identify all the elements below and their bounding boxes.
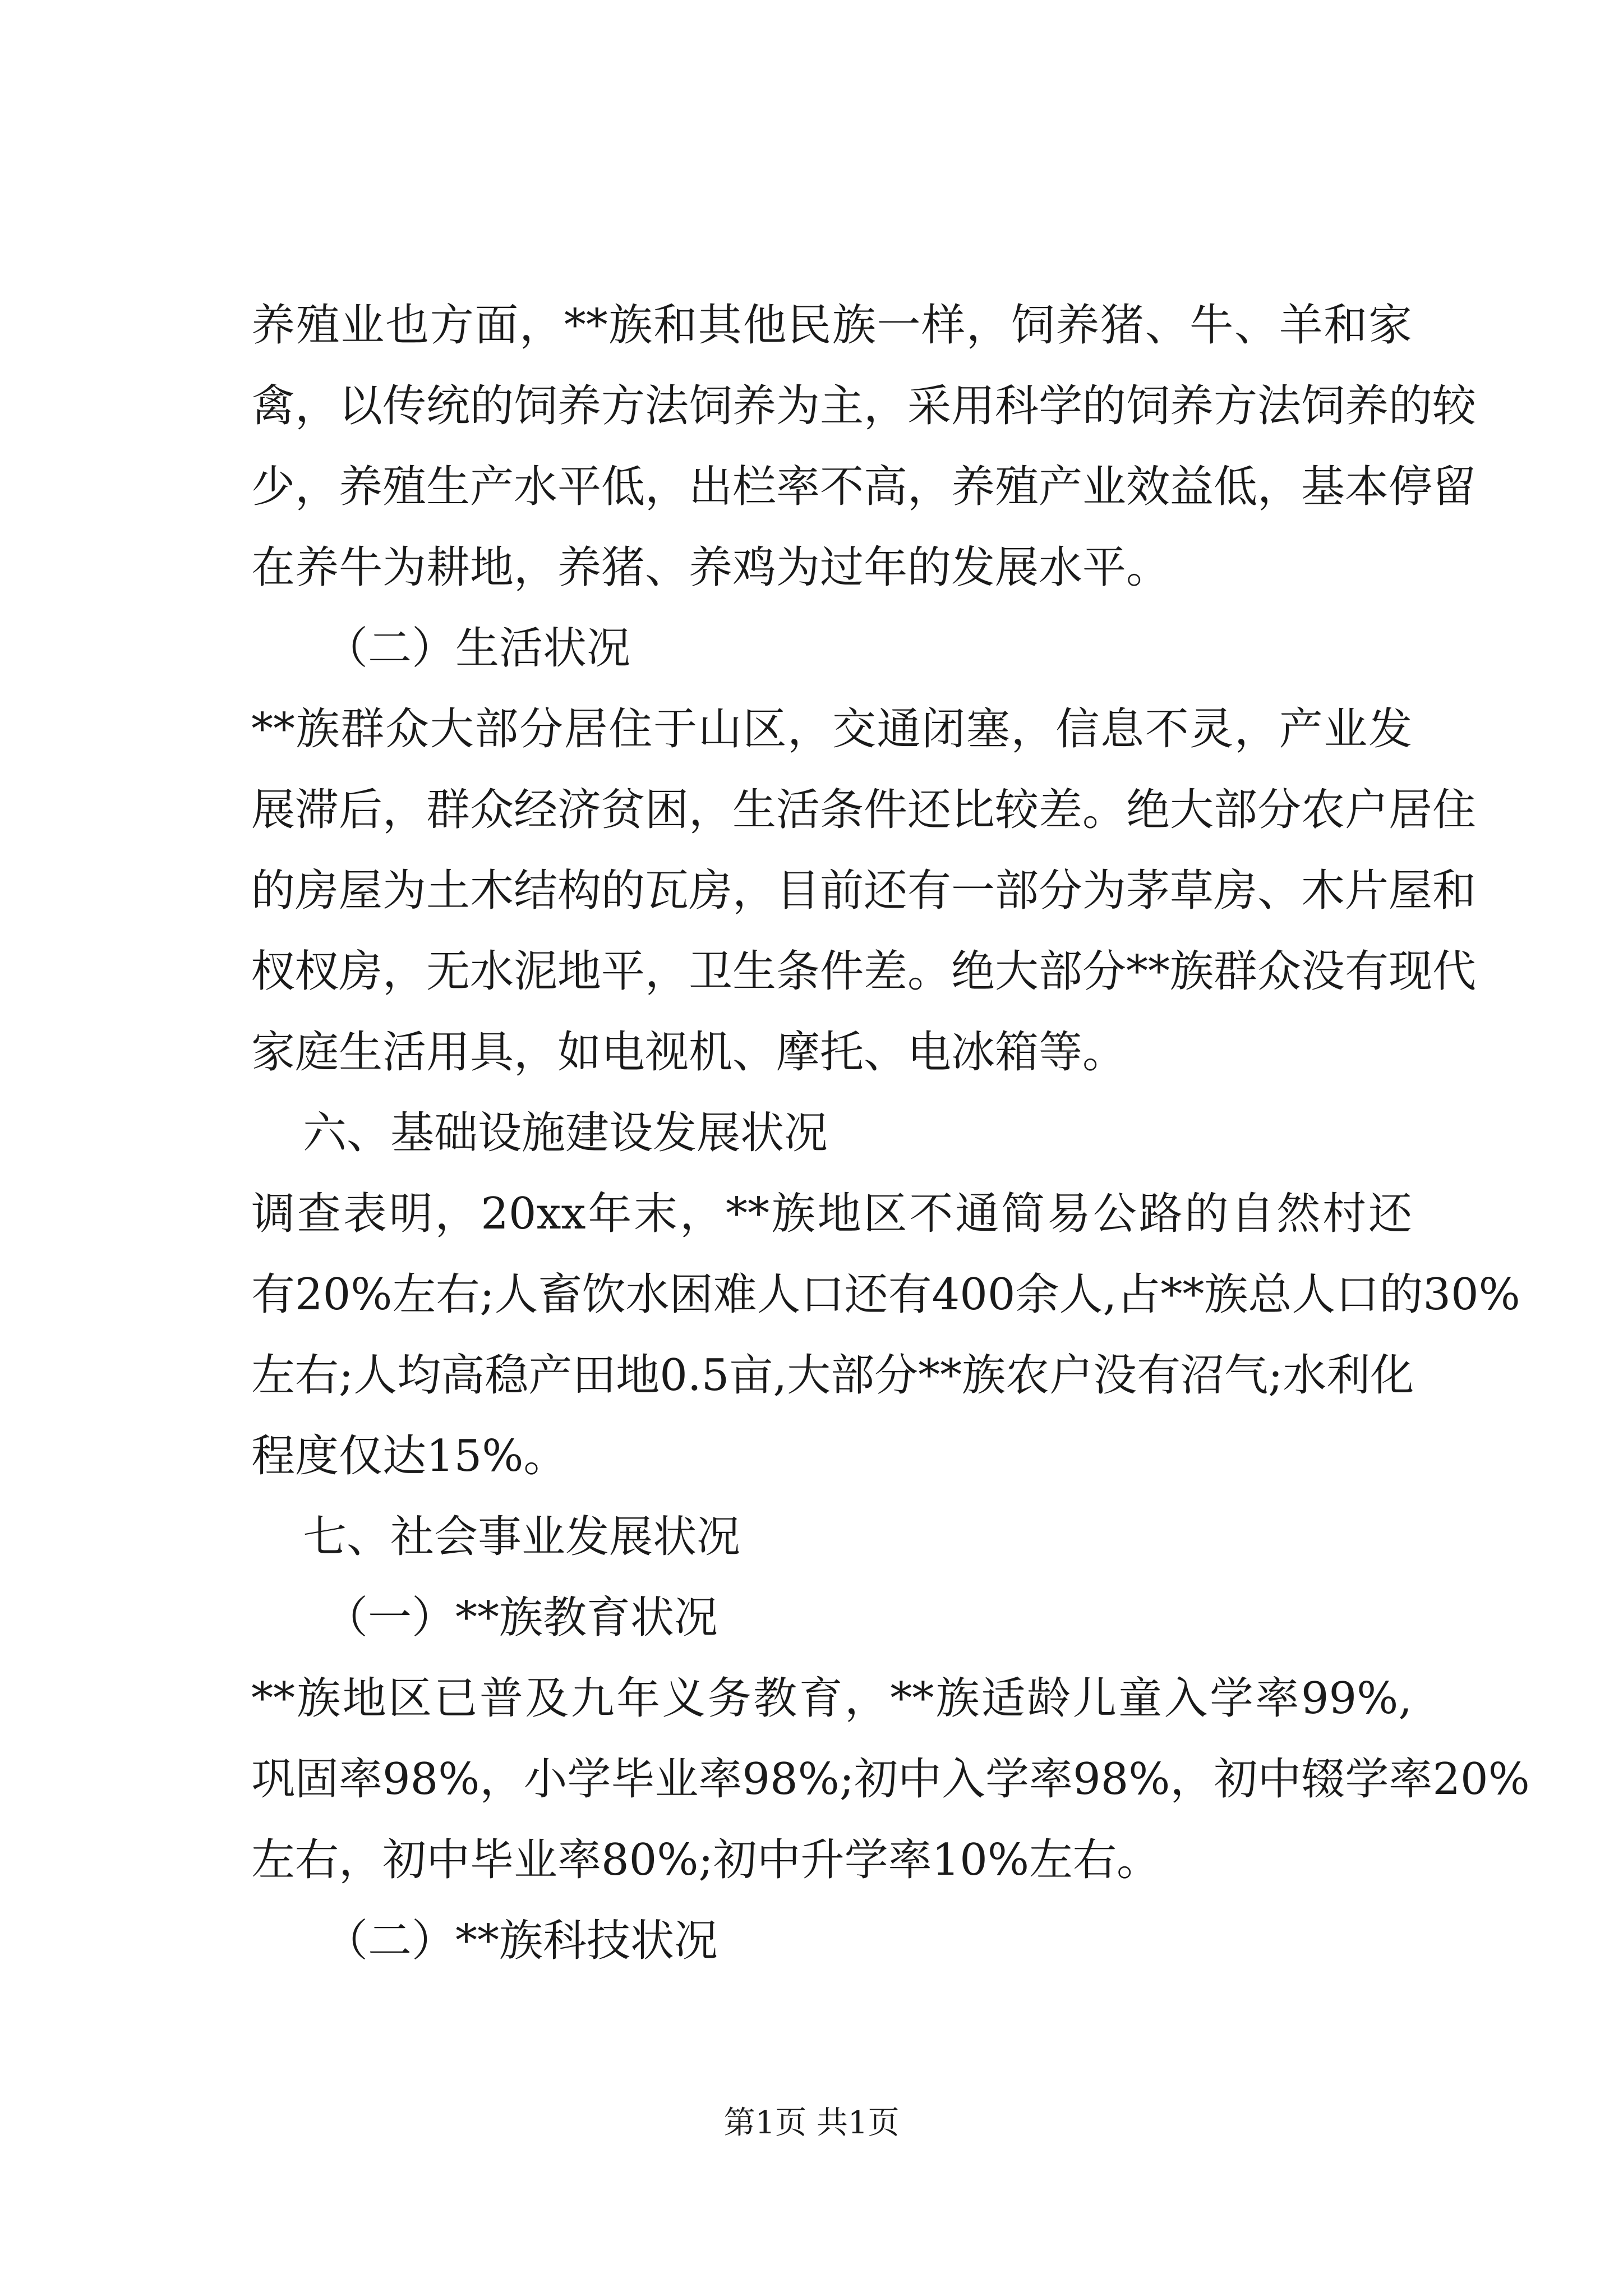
paragraph-line: 的房屋为土木结构的瓦房，目前还有一部分为茅草房、木片屋和 <box>251 866 1477 916</box>
paragraph-line: 调查表明，20xx年末，**族地区不通简易公路的自然村还 <box>251 1189 1412 1239</box>
paragraph-line: **族群众大部分居住于山区，交通闭塞，信息不灵，产业发 <box>251 704 1412 754</box>
section-heading: （二）**族科技状况 <box>324 1916 718 1966</box>
section-heading: 六、基础设施建设发展状况 <box>303 1108 828 1158</box>
section-heading: 七、社会事业发展状况 <box>303 1512 741 1562</box>
paragraph-line: 禽，以传统的饲养方法饲养为主，采用科学的饲养方法饲养的较 <box>251 381 1477 431</box>
paragraph-line: 展滞后，群众经济贫困，生活条件还比较差。绝大部分农户居住 <box>251 785 1477 835</box>
paragraph-line: 少，养殖生产水平低，出栏率不高，养殖产业效益低，基本停留 <box>251 462 1477 512</box>
paragraph-line: 在养牛为耕地，养猪、养鸡为过年的发展水平。 <box>251 542 1170 593</box>
paragraph-line: 有20%左右;人畜饮水困难人口还有400余人,占**族总人口的30% <box>251 1269 1520 1320</box>
paragraph-line: 杈杈房，无水泥地平，卫生条件差。绝大部分**族群众没有现代 <box>251 946 1477 997</box>
paragraph-line: 程度仅达15%。 <box>251 1431 568 1481</box>
section-heading: （一）**族教育状况 <box>324 1593 718 1643</box>
paragraph-line: 巩固率98%，小学毕业率98%;初中入学率98%，初中辍学率20% <box>251 1754 1530 1805</box>
paragraph-line: 左右;人均高稳产田地0.5亩,大部分**族农户没有沼气;水利化 <box>251 1350 1414 1401</box>
paragraph-line: **族地区已普及九年义务教育，**族适龄儿童入学率99%, <box>251 1673 1412 1724</box>
page-number-footer: 第1页 共1页 <box>723 2105 900 2141</box>
paragraph-line: 左右，初中毕业率80%;初中升学率10%左右。 <box>251 1835 1161 1885</box>
section-heading: （二）生活状况 <box>324 623 631 674</box>
paragraph-line: 家庭生活用具，如电视机、摩托、电冰箱等。 <box>251 1027 1127 1078</box>
paragraph-line: 养殖业也方面，**族和其他民族一样，饲养猪、牛、羊和家 <box>251 300 1412 351</box>
